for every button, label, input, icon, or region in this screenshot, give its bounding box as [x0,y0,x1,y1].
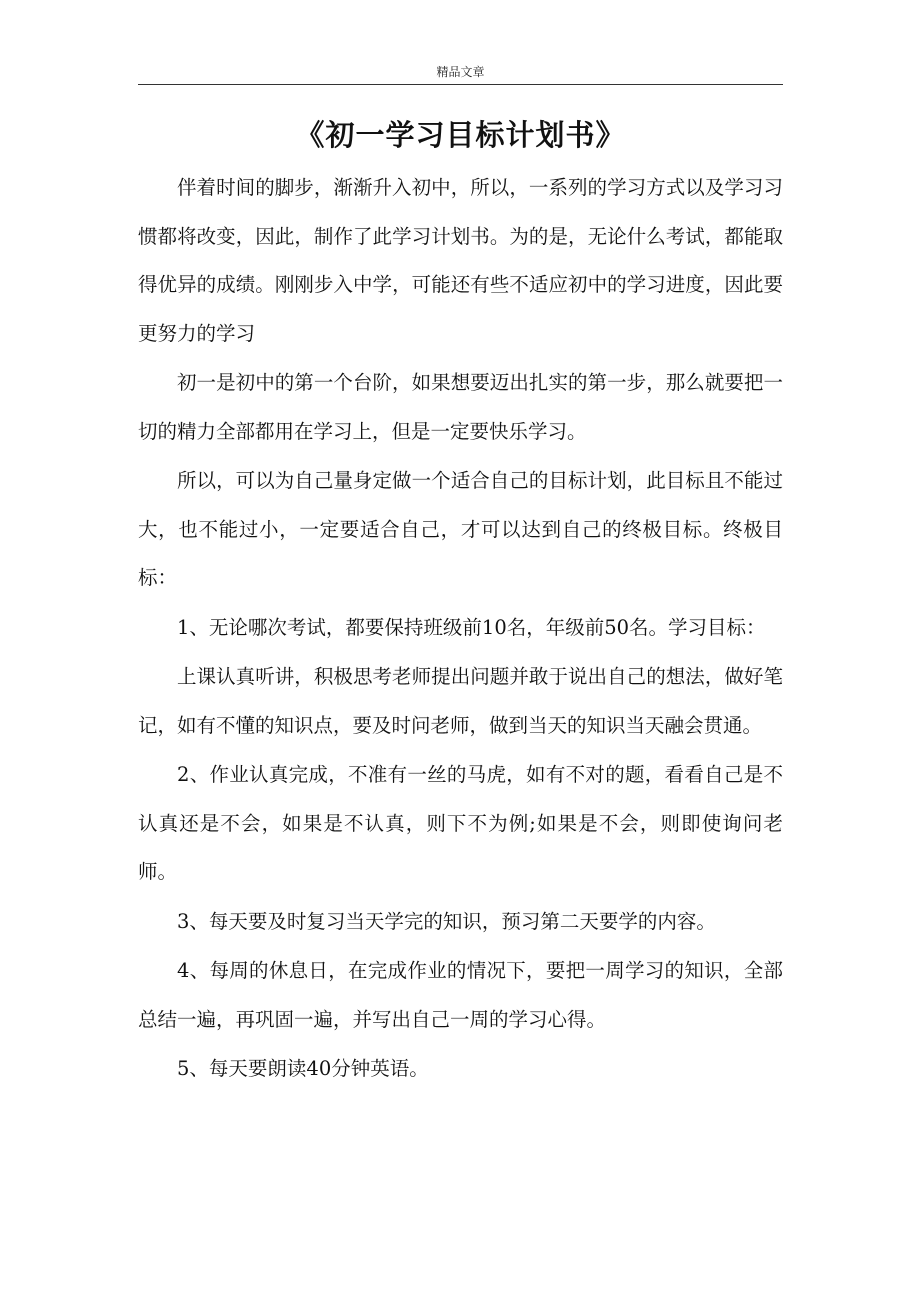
paragraph-class-habits: 上课认真听讲，积极思考老师提出问题并敢于说出自己的想法，做好笔记，如有不懂的知识点，要及时问老师，做到当天的知识当天融会贯通。 [138,665,783,737]
goal-item-3: 3、每天要及时复习当天学完的知识，预习第二天要学的内容。 [177,909,716,933]
paragraph-ultimate-goal: 所以，可以为自己量身定做一个适合自己的目标计划，此目标且不能过大，也不能过小，一定要适合自己，才可以达到自己的终极目标。终极目标： [138,469,783,589]
goal-item-2: 2、作业认真完成，不准有一丝的马虎，如有不对的题，看看自己是不认真还是不会，如果是不认真，则下不为例;如果是不会，则即使询问老师。 [138,763,783,883]
goal-item-4: 4、每周的休息日，在完成作业的情况下，要把一周学习的知识，全部总结一遍，再巩固一遍，并写出自己一周的学习心得。 [138,959,783,1031]
page-header-label: 精品文章 [436,65,485,79]
goal-item-5: 5、每天要朗读40分钟英语。 [177,1057,429,1080]
header-divider [138,84,783,85]
paragraph-first-step: 初一是初中的第一个台阶，如果想要迈出扎实的第一步，那么就要把一切的精力全部都用在学习上，但是一定要快乐学习。 [138,371,783,443]
document-body [138,164,783,1095]
goal-item-1: 1、无论哪次考试，都要保持班级前10名，年级前50名。学习目标： [177,615,766,639]
paragraph-intro: 伴着时间的脚步，渐渐升入初中，所以，一系列的学习方式以及学习习惯都将改变，因此，制作了此学习计划书。为的是，无论什么考试，都能取得优异的成绩。刚刚步入中学，可能还有些不适应初中的学习进度，因此要更努力的学习 [138,176,783,345]
document-title: 《初一学习目标计划书》 [295,118,626,152]
